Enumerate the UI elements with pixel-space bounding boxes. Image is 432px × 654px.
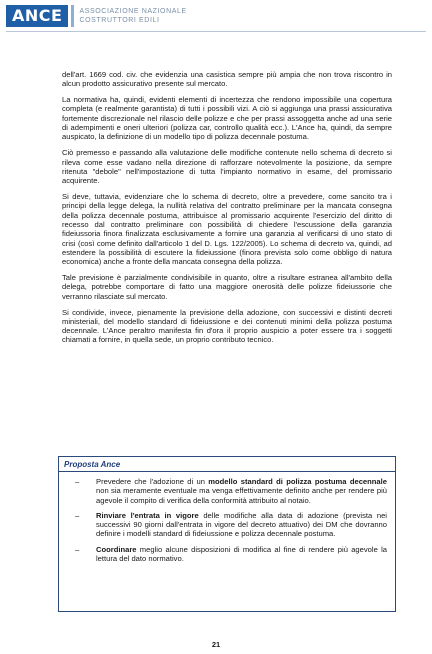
- proposal-item: [75, 477, 387, 505]
- paragraph: Si deve, tuttavia, evidenziare che lo schema di decreto, oltre a prevedere, come sancito tra i principi della legge delega, la nullità relativa del contratto preliminare per la mancata consegna della polizza decennale postuma, attribuisce al promissario acquirente l'esercizio del diritto di recesso dal contratto preliminare con possibilità di chiedere l'escussione della garanzia fideiussoria finora finalizzata esclusivamente a fornire una garanzia al verificarsi di uno stato di crisi (così come definito dall'articolo 1 del D. Lgs. 122/2005). Lo schema di decreto va, quindi, ad estendere la possibilità di escutere la fideiussione (finora prevista solo come obbligo di natura economica) anche a fronte della mancata consegna della polizza.: [62, 192, 392, 267]
- logo-line-1: ASSOCIAZIONE NAZIONALE: [79, 8, 187, 15]
- proposal-item-bold: modello standard di polizza postuma decennale: [208, 477, 387, 486]
- paragraph: La normativa ha, quindi, evidenti elementi di incertezza che rendono impossibile una copertura completa (e realmente garantista) di tutti i possibili vizi. A ciò si aggiunga una prassi assicurativa fortemente discrezionale nel rilascio delle polizze e che per prassi assoggetta anche ad una serie di adempimenti e oneri ulteriori (polizza car, controllo qualità ecc.). L'Ance ha, quindi, da sempre auspicato, la definizione di un modello tipo di polizza decennale postuma.: [62, 95, 392, 142]
- ance-logo: [6, 5, 187, 27]
- paragraph: Si condivide, invece, pienamente la previsione della adozione, con successivi e distinti decreti ministeriali, del modello standard di fideiussione e dei contenuti minimi della polizza postuma decennale. L'Ance peraltro manifesta fin d'ora il proprio auspicio a poter essere tra i soggetti chiamati a fornire, in quella sede, un proprio contributo tecnico.: [62, 307, 392, 345]
- paragraph: dell'art. 1669 cod. civ. che evidenzia una casistica sempre più ampia che non trova riscontro in alcun prodotto assicurativo presente sul mercato.: [62, 70, 392, 89]
- proposal-item-text: non sia meramente eventuale ma venga effettivamente definito anche per rendere più agevole il compito di verifica della conformità attribuito al notaio.: [96, 486, 387, 505]
- page-header: [0, 0, 432, 34]
- proposal-item: [75, 545, 387, 564]
- proposal-item-bold: Rinviare l'entrata in vigore: [96, 510, 199, 520]
- proposal-title: Proposta Ance: [59, 457, 395, 472]
- logo-accent-bar: [71, 5, 74, 27]
- proposal-item-text: delle modifiche alla data di adozione (prevista nei successivi 90 giorni dall'entrata in vigore del decreto attuativo) dei DM che dovranno definire i modelli standard di fideiussione e polizza decennale postuma.: [96, 510, 387, 539]
- header-divider: [6, 31, 426, 32]
- dash-bullet: –: [75, 477, 80, 486]
- dash-bullet: –: [75, 510, 80, 520]
- proposal-item-text: Prevedere che l'adozione di un: [96, 477, 209, 486]
- proposal-item-bold: Coordinare: [96, 544, 137, 554]
- proposal-item-text: meglio alcune disposizioni di modifica al fine di rendere più agevole la lettura del dato normativo.: [96, 544, 387, 564]
- dash-bullet: –: [75, 544, 80, 554]
- proposal-item: [75, 511, 387, 539]
- logo-line-2: COSTRUTTORI EDILI: [79, 17, 160, 24]
- document-body: [62, 70, 392, 351]
- logo-mark: ANCE: [6, 5, 68, 27]
- proposal-box: [58, 456, 396, 612]
- paragraph: Tale previsione è parzialmente condivisibile in quanto, oltre a risultare estranea all'ambito della delega, potrebbe comportare di fatto una maggiore onerosità delle polizze fideiussorie che verranno rilasciate sul mercato.: [62, 273, 392, 301]
- proposal-list: [59, 472, 395, 563]
- logo-wordmark: [79, 5, 186, 27]
- paragraph: Ciò premesso e passando alla valutazione delle modifiche contenute nello schema di decreto si rileva come esse vadano nella direzione di rafforzare notevolmente la posizione, da sempre ritenuta "debole" nell'impostazione di tutta l'impianto normativo in esame, del promissario acquirente.: [62, 148, 392, 186]
- page-number: 21: [211, 640, 221, 649]
